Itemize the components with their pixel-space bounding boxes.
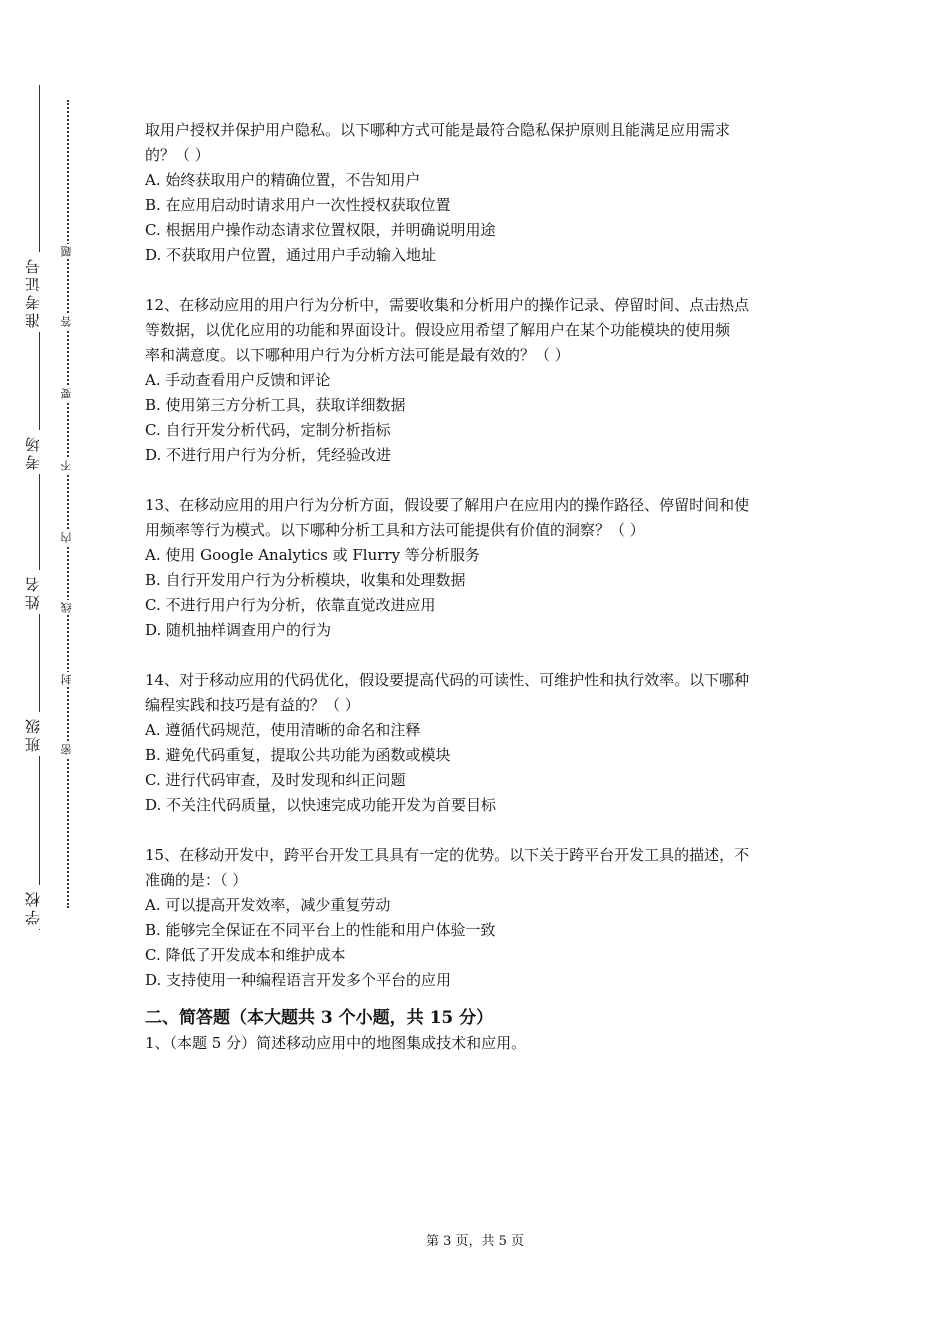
question-13: [145, 493, 810, 643]
option-c: C. 根据用户操作动态请求位置权限，并明确说明用途: [145, 221, 496, 239]
question-text: 编程实践和技巧是有益的？（ ）: [145, 696, 360, 714]
option-a: A. 可以提高开发效率，减少重复劳动: [145, 896, 391, 914]
option-a: A. 手动查看用户反馈和评论: [145, 371, 331, 389]
binding-dotted-line: [67, 100, 69, 908]
option-c: C. 自行开发分析代码，定制分析指标: [145, 421, 391, 439]
seal-char: 封: [59, 672, 77, 687]
option-c: C. 进行代码审查，及时发现和纠正问题: [145, 771, 406, 789]
question-12: [145, 293, 810, 468]
seal-char: 题: [59, 244, 77, 259]
seal-char: 答: [59, 314, 77, 329]
option-a: A. 遵循代码规范，使用清晰的命名和注释: [145, 721, 421, 739]
question-15: [145, 843, 810, 993]
seal-char: 内: [59, 530, 77, 545]
question-text: 14、对于移动应用的代码优化，假设要提高代码的可读性、可维护性和执行效率。以下哪种: [145, 671, 750, 689]
field-school: 学校: [22, 885, 52, 929]
seal-char: 密: [59, 742, 77, 757]
option-b: B. 使用第三方分析工具，获取详细数据: [145, 396, 406, 414]
option-b: B. 自行开发用户行为分析模块，收集和处理数据: [145, 571, 466, 589]
field-name: 姓名: [22, 570, 52, 614]
option-b: B. 能够完全保证在不同平台上的性能和用户体验一致: [145, 921, 496, 939]
option-c: C. 降低了开发成本和维护成本: [145, 946, 346, 964]
option-b: B. 在应用启动时请求用户一次性授权获取位置: [145, 196, 451, 214]
binding-solid-line: [39, 85, 40, 930]
option-d: D. 不进行用户行为分析，凭经验改进: [145, 446, 392, 464]
option-a: A. 使用 Google Analytics 或 Flurry 等分析服务: [145, 546, 480, 564]
short-answer-question-1: 1、（本题 5 分）简述移动应用中的地图集成技术和应用。: [145, 1034, 527, 1052]
question-text: 取用户授权并保护用户隐私。以下哪种方式可能是最符合隐私保护原则且能满足应用需求: [145, 121, 731, 139]
seal-char: 要: [59, 386, 77, 401]
option-d: D. 不获取用户位置，通过用户手动输入地址: [145, 246, 437, 264]
question-text: 12、在移动应用的用户行为分析中，需要收集和分析用户的操作记录、停留时间、点击热点: [145, 296, 750, 314]
question-11: [145, 118, 810, 268]
question-14: [145, 668, 810, 818]
question-text: 等数据，以优化应用的功能和界面设计。假设应用希望了解用户在某个功能模块的使用频: [145, 321, 731, 339]
field-exam-room: 考场: [22, 430, 52, 474]
exam-content: [145, 118, 810, 1056]
seal-char: 线: [59, 600, 77, 615]
question-text: 准确的是：（ ）: [145, 871, 248, 889]
question-text: 的？（ ）: [145, 146, 210, 164]
field-exam-number: 准考证号: [22, 252, 52, 332]
option-d: D. 不关注代码质量，以快速完成功能开发为首要目标: [145, 796, 497, 814]
section-title: 二、简答题（本大题共 3 个小题，共 15 分）: [145, 1008, 494, 1028]
question-text: 率和满意度。以下哪种用户行为分析方法可能是最有效的？（ ）: [145, 346, 570, 364]
question-text: 用频率等行为模式。以下哪种分析工具和方法可能提供有价值的洞察？（ ）: [145, 521, 645, 539]
option-a: A. 始终获取用户的精确位置，不告知用户: [145, 171, 421, 189]
option-d: D. 随机抽样调查用户的行为: [145, 621, 332, 639]
page-number: 第 3 页，共 5 页: [425, 1234, 525, 1249]
field-class: 班级: [22, 712, 52, 756]
option-b: B. 避免代码重复，提取公共功能为函数或模块: [145, 746, 451, 764]
option-d: D. 支持使用一种编程语言开发多个平台的应用: [145, 971, 452, 989]
question-text: 13、在移动应用的用户行为分析方面，假设要了解用户在应用内的操作路径、停留时间和使: [145, 496, 750, 514]
question-text: 15、在移动开发中，跨平台开发工具具有一定的优势。以下关于跨平台开发工具的描述，不: [145, 846, 750, 864]
seal-char: 不: [59, 458, 77, 473]
option-c: C. 不进行用户行为分析，依靠直觉改进应用: [145, 596, 436, 614]
